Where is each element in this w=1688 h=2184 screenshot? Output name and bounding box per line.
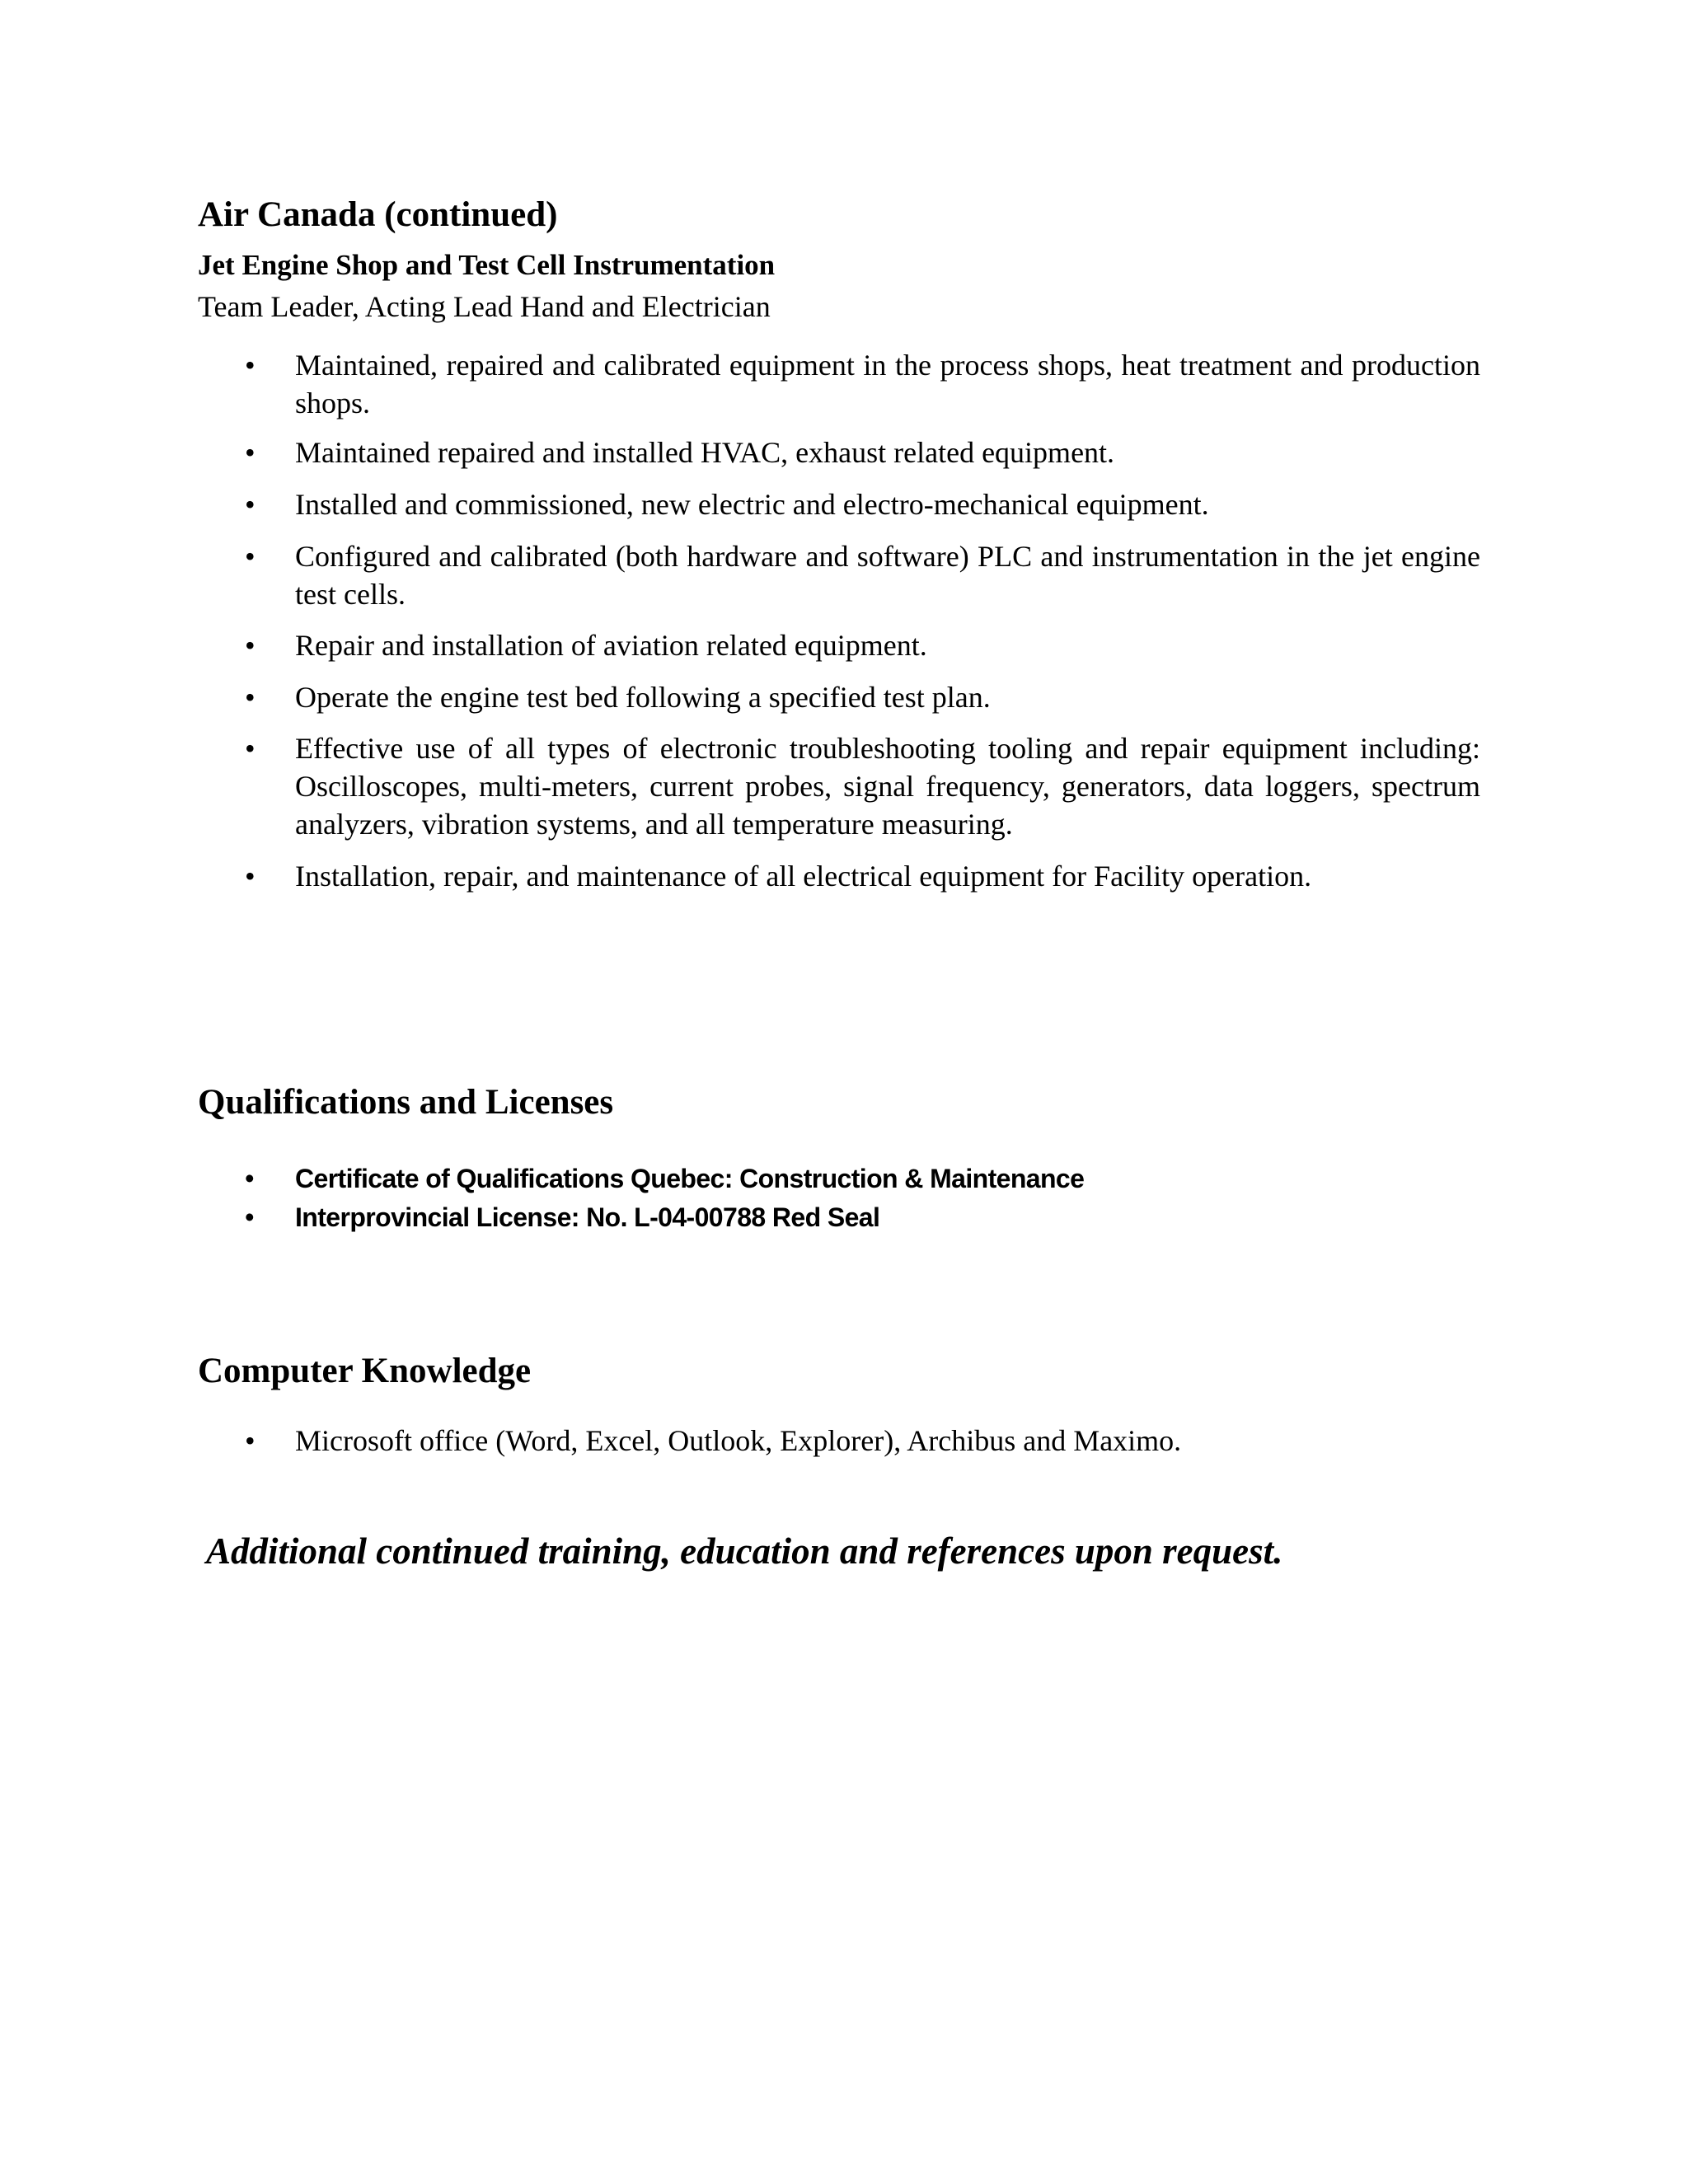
duties-list	[0, 0, 1688, 989]
qualification-text: Certificate of Qualifications Quebec: Construction & Maintenance	[295, 1164, 1085, 1193]
department-heading: Jet Engine Shop and Test Cell Instrumentation	[198, 249, 776, 281]
company-heading: Air Canada (continued)	[198, 195, 558, 234]
duty-text: Repair and installation of aviation related equipment.	[295, 629, 927, 662]
duty-text: Operate the engine test bed following a specified test plan.	[295, 681, 991, 714]
bullet-icon: •	[245, 1424, 256, 1457]
bullet-icon: •	[245, 681, 256, 714]
bullet-icon: •	[245, 860, 256, 893]
duty-text: Effective use of all types of electronic troubleshooting tooling and repair equipment including: Oscilloscopes, multi-meters, current probes, signal frequency, generators, data loggers, spectrum analyzers, vibration systems, and all temperature measuring.	[295, 732, 1480, 841]
bullet-icon: •	[245, 1163, 255, 1193]
computer-knowledge-heading: Computer Knowledge	[198, 1352, 532, 1390]
qualifications-heading: Qualifications and Licenses	[198, 1083, 614, 1122]
duty-text: Configured and calibrated (both hardware and software) PLC and instrumentation in the jet engine test cells.	[295, 540, 1480, 611]
bullet-icon: •	[245, 1202, 255, 1232]
bullet-icon: •	[245, 349, 256, 382]
bullet-icon: •	[245, 732, 256, 765]
duty-text: Maintained, repaired and calibrated equipment in the process shops, heat treatment and production shops.	[295, 349, 1480, 419]
duty-text: Installed and commissioned, new electric and electro-mechanical equipment.	[295, 488, 1209, 521]
bullet-icon: •	[245, 488, 256, 521]
closing-statement: Additional continued training, education and references upon request.	[206, 1530, 1283, 1572]
bullet-icon: •	[245, 629, 256, 662]
job-title: Team Leader, Acting Lead Hand and Electrician	[198, 290, 771, 323]
bullet-icon: •	[245, 436, 256, 469]
bullet-icon: •	[245, 540, 256, 573]
duty-text: Maintained repaired and installed HVAC, exhaust related equipment.	[295, 436, 1115, 469]
duty-text: Installation, repair, and maintenance of all electrical equipment for Facility operation.	[295, 860, 1312, 893]
computer-skill-text: Microsoft office (Word, Excel, Outlook, Explorer), Archibus and Maximo.	[295, 1424, 1182, 1457]
qualification-text: Interprovincial License: No. L-04-00788 Red Seal	[295, 1202, 880, 1232]
